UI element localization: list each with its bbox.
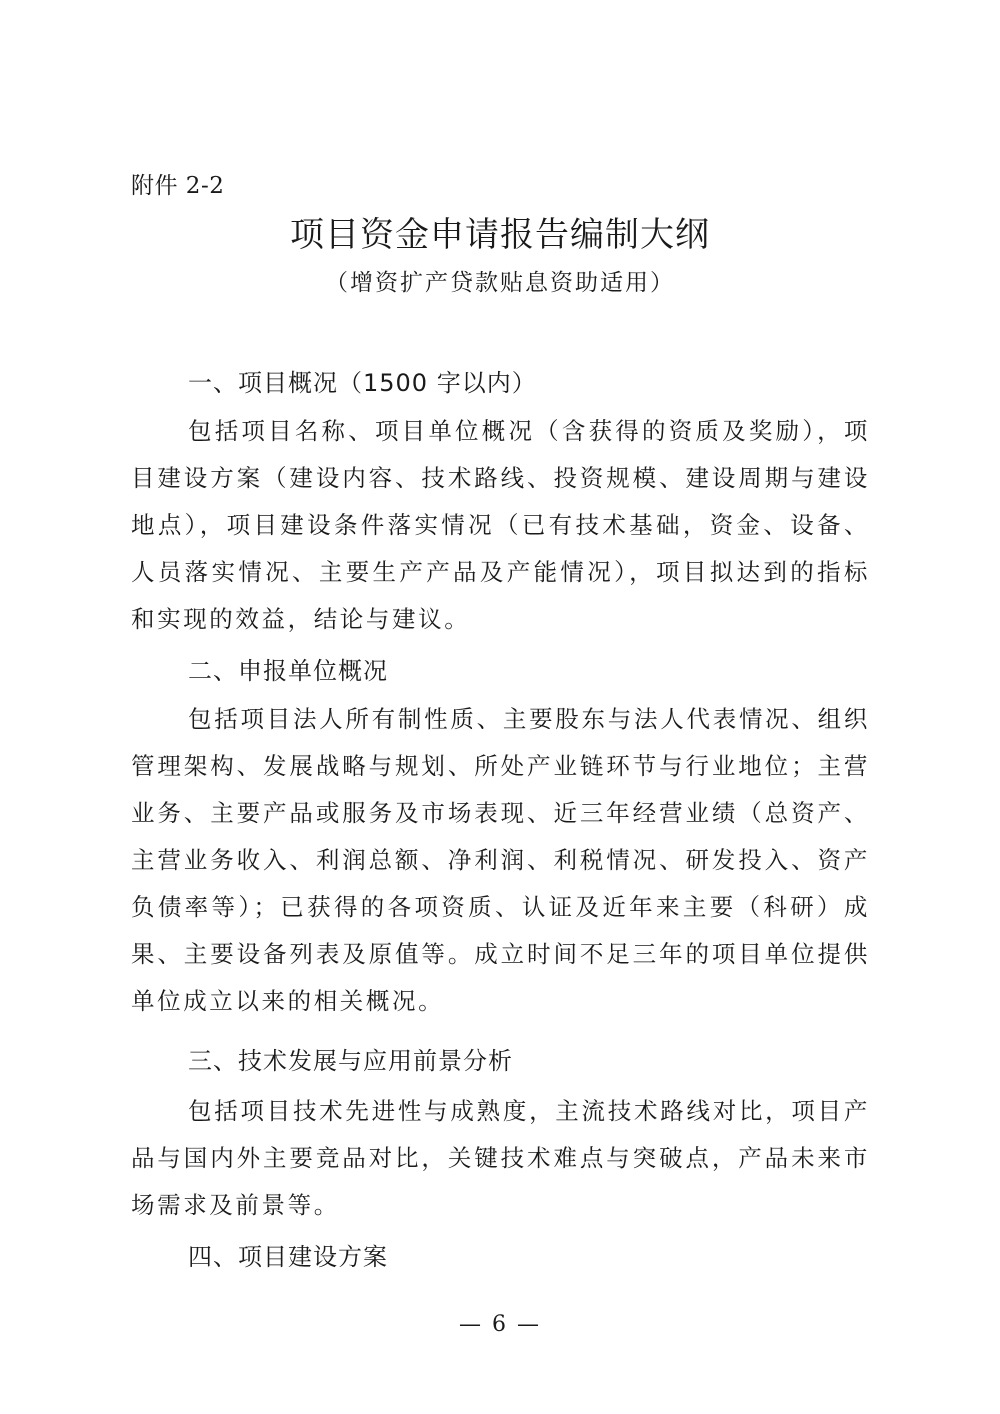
section-body-1: 包括项目名称、项目单位概况（含获得的资质及奖励），项目建设方案（建设内容、技术路线、投资规模、建设周期与建设地点），项目建设条件落实情况（已有技术基础，资金、设备、人员落实情况、主要生产产品及产能情况），项目拟达到的指标和实现的效益，结论与建议。 — [131, 417, 870, 633]
section-body-2: 包括项目法人所有制性质、主要股东与法人代表情况、组织管理架构、发展战略与规划、所处产业链环节与行业地位；主营业务、主要产品或服务及市场表现、近三年经营业绩（总资产、主营业务收入、利润总额、净利润、利税情况、研发投入、资产负债率等）；已获得的各项资质、认证及近年来主要（科研）成果、主要设备列表及原值等。成立时间不足三年的项目单位提供单位成立以来的相关概况。 — [131, 705, 870, 1015]
attachment-label: 附件 2-2 — [131, 173, 225, 199]
section-heading-2: 二、申报单位概况 — [188, 657, 388, 685]
section-heading-3: 三、技术发展与应用前景分析 — [188, 1047, 513, 1075]
section-body-3: 包括项目技术先进性与成熟度，主流技术路线对比，项目产品与国内外主要竞品对比，关键技术难点与突破点，产品未来市场需求及前景等。 — [131, 1097, 870, 1219]
page-number: — 6 — — [459, 1312, 541, 1337]
document-subtitle: （增资扩产贷款贴息资助适用） — [325, 270, 675, 296]
section-heading-1: 一、项目概况（1500 字以内） — [188, 369, 537, 397]
section-heading-4: 四、项目建设方案 — [188, 1243, 388, 1271]
document-title: 项目资金申请报告编制大纲 — [290, 215, 710, 255]
